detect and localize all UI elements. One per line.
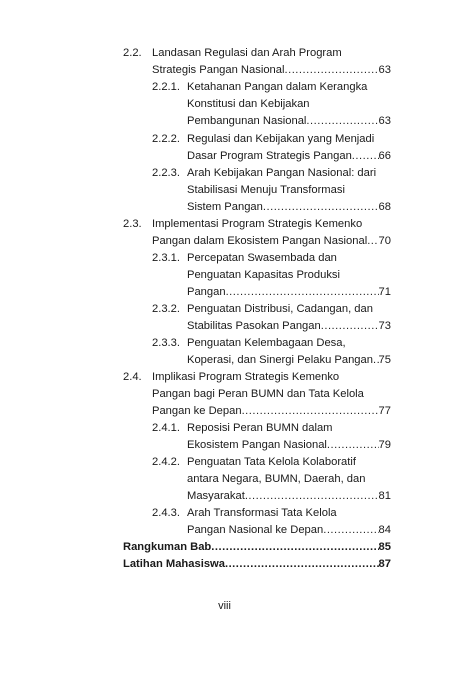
toc-entry-2-4-3[interactable]	[0, 505, 449, 522]
toc-entry-line	[0, 522, 449, 539]
toc-page-number: 68	[378, 201, 391, 213]
toc-entry-line	[0, 488, 449, 505]
toc-title-line: Landasan Regulasi dan Arah Program	[152, 47, 342, 59]
toc-title-line: Implikasi Program Strategis Kemenko	[152, 371, 340, 383]
toc-entry-2-3-1[interactable]	[0, 250, 449, 267]
toc-page-number: 81	[378, 490, 391, 502]
dot-leader	[352, 148, 379, 165]
toc-page-number: 71	[378, 286, 391, 298]
toc-entry-line	[0, 318, 449, 335]
toc-number: 2.4.	[123, 371, 142, 383]
dot-leader	[323, 522, 378, 539]
dot-leader	[327, 437, 379, 454]
toc-page-number: 77	[378, 405, 391, 417]
toc-title-line: Penguatan Kapasitas Produksi	[187, 269, 340, 281]
toc-entry-line	[0, 386, 449, 403]
toc-title-line: Latihan Mahasiswa	[123, 558, 225, 570]
toc-entry-2-2-1[interactable]	[0, 79, 449, 96]
toc-title-line: Masyarakat	[187, 490, 245, 502]
toc-title-line: Reposisi Peran BUMN dalam	[187, 422, 333, 434]
dot-leader	[245, 488, 379, 505]
toc-entry-2-4[interactable]	[0, 369, 449, 386]
toc-number: 2.4.1.	[152, 422, 180, 434]
toc-page-number: 84	[378, 524, 391, 536]
toc-title-line: Rangkuman Bab	[123, 541, 212, 553]
toc-entry-2-4-1[interactable]	[0, 420, 449, 437]
toc-entry-line	[0, 437, 449, 454]
toc-entry-2-2[interactable]	[0, 45, 449, 62]
toc-page-number: 66	[378, 150, 391, 162]
toc-title-line: Dasar Program Strategis Pangan	[187, 150, 352, 162]
toc-number: 2.3.3.	[152, 337, 180, 349]
toc-number: 2.4.3.	[152, 507, 180, 519]
toc-entry-line	[0, 182, 449, 199]
dot-leader	[321, 318, 379, 335]
toc-title-line: Ketahanan Pangan dalam Kerangka	[187, 81, 368, 93]
toc-title-line: Arah Transformasi Tata Kelola	[187, 507, 337, 519]
toc-title-line: Pangan bagi Peran BUMN dan Tata Kelola	[152, 388, 364, 400]
toc-entry-line	[0, 471, 449, 488]
toc-title-line: Strategis Pangan Nasional	[152, 64, 285, 76]
toc-title-line: antara Negara, BUMN, Daerah, dan	[187, 473, 366, 485]
toc-entry-line	[0, 352, 449, 369]
toc-entry-line	[0, 284, 449, 301]
toc-page-number: 63	[378, 64, 391, 76]
toc-entry-line	[0, 148, 449, 165]
toc-title-line: Stabilitas Pasokan Pangan	[187, 320, 321, 332]
toc-title-line: Percepatan Swasembada dan	[187, 252, 337, 264]
toc-number: 2.2.1.	[152, 81, 180, 93]
toc-entry-2-2-2[interactable]	[0, 131, 449, 148]
toc-title-line: Penguatan Tata Kelola Kolaboratif	[187, 456, 356, 468]
toc-number: 2.2.	[123, 47, 142, 59]
toc-title-line: Ekosistem Pangan Nasional	[187, 439, 327, 451]
toc-title-line: Pangan dalam Ekosistem Pangan Nasional	[152, 235, 368, 247]
toc-number: 2.3.1.	[152, 252, 180, 264]
toc-entry-line	[0, 96, 449, 113]
toc-entry-rangkuman-bab[interactable]	[0, 539, 449, 556]
toc-entry-line	[0, 62, 449, 79]
toc-title-line: Penguatan Distribusi, Cadangan, dan	[187, 303, 373, 315]
toc-page-number: 87	[378, 558, 391, 570]
toc-number: 2.2.3.	[152, 167, 180, 179]
toc-title-line: Pangan	[187, 286, 226, 298]
toc-entry-line	[0, 267, 449, 284]
dot-leader	[211, 539, 378, 556]
toc-entry-2-4-2[interactable]	[0, 454, 449, 471]
toc-title-line: Sistem Pangan	[187, 201, 263, 213]
toc-page-number: 75	[378, 354, 391, 366]
toc-title-line: Konstitusi dan Kebijakan	[187, 98, 310, 110]
toc-title-line: Koperasi, dan Sinergi Pelaku Pangan	[187, 354, 373, 366]
toc-page-number: 63	[378, 115, 391, 127]
toc-entry-line	[0, 233, 449, 250]
toc-title-line: Arah Kebijakan Pangan Nasional: dari	[187, 167, 377, 179]
toc-page-number: 70	[378, 235, 391, 247]
toc-number: 2.4.2.	[152, 456, 180, 468]
toc-entry-2-3-3[interactable]	[0, 335, 449, 352]
dot-leader	[225, 556, 379, 573]
toc-title-line: Pangan Nasional ke Depan	[187, 524, 324, 536]
toc-title-line: Pangan ke Depan	[152, 405, 242, 417]
dot-leader	[226, 284, 379, 301]
toc-title-line: Regulasi dan Kebijakan yang Menjadi	[187, 133, 375, 145]
toc-title-line: Stabilisasi Menuju Transformasi	[187, 184, 345, 196]
toc-entry-2-2-3[interactable]	[0, 165, 449, 182]
toc-entry-line	[0, 113, 449, 130]
dot-leader	[263, 199, 379, 216]
toc-title-line: Implementasi Program Strategis Kemenko	[152, 218, 363, 230]
toc-entry-latihan-mahasiswa[interactable]	[0, 556, 449, 573]
dot-leader	[284, 62, 378, 79]
toc-entry-line	[0, 403, 449, 420]
toc-title-line: Penguatan Kelembagaan Desa,	[187, 337, 346, 349]
toc-page-number: 73	[378, 320, 391, 332]
dot-leader	[367, 233, 378, 250]
toc-page-number: 79	[378, 439, 391, 451]
toc-page-number: 85	[378, 541, 391, 553]
dot-leader	[242, 403, 379, 420]
toc-entry-2-3-2[interactable]	[0, 301, 449, 318]
toc-entry-line	[0, 199, 449, 216]
toc-number: 2.3.2.	[152, 303, 180, 315]
dot-leader	[306, 113, 378, 130]
toc-entry-2-3[interactable]	[0, 216, 449, 233]
page-number: viii	[218, 600, 231, 612]
toc-number: 2.3.	[123, 218, 142, 230]
toc-number: 2.2.2.	[152, 133, 180, 145]
toc-title-line: Pembangunan Nasional	[187, 115, 307, 127]
